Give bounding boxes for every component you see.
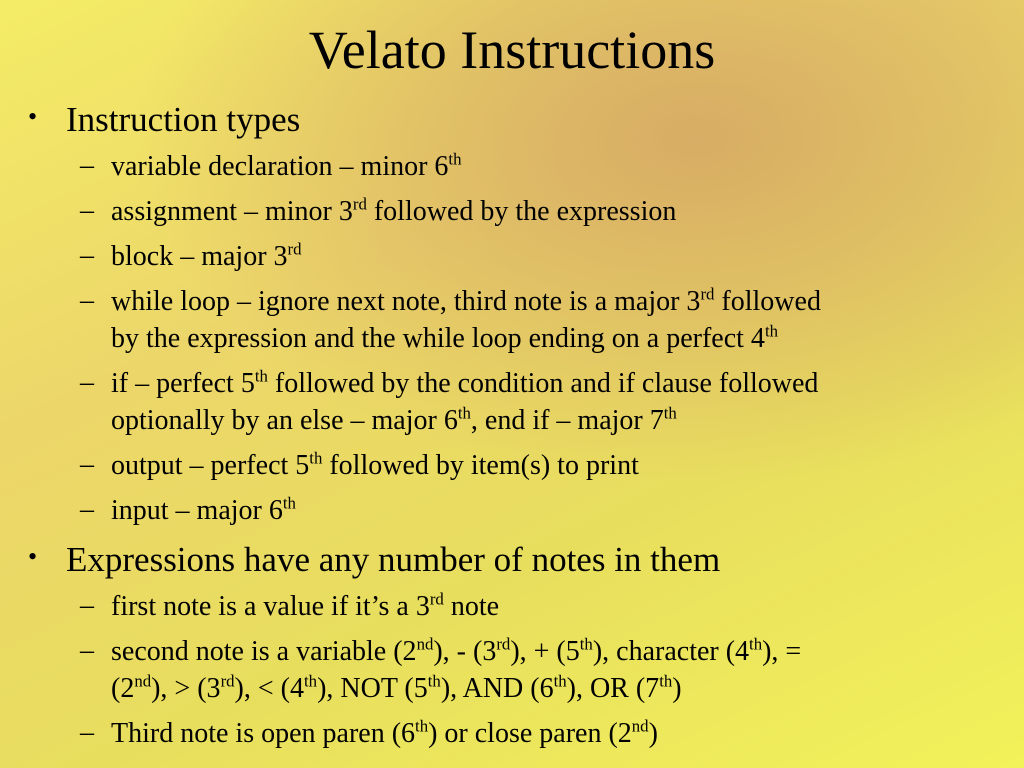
sub-bullet-line: optionally by an else – major 6th, end if – major 7th [111, 403, 677, 436]
sub-bullet-dash: – [80, 590, 94, 621]
slide-title: Velato Instructions [308, 20, 716, 80]
sub-bullet-line: block – major 3rd [111, 239, 302, 272]
bullet-dot: • [28, 542, 38, 571]
sub-bullet-line: Third note is open paren (6th) or close paren (2nd) [111, 716, 658, 749]
ordinal-suffix: th [448, 149, 462, 169]
sub-bullet-line: (2nd), > (3rd), < (4th), NOT (5th), AND (6th), OR (7th) [111, 671, 682, 704]
sub-bullet-dash: – [80, 494, 94, 525]
sub-bullet-dash: – [80, 240, 94, 271]
ordinal-suffix: th [309, 448, 323, 468]
sub-bullet-line: first note is a value if it’s a 3rd note [111, 589, 500, 622]
sub-bullet-line: assignment – minor 3rd followed by the expression [111, 194, 677, 227]
ordinal-suffix: th [457, 403, 471, 423]
sub-bullet-dash: – [80, 367, 94, 398]
ordinal-suffix: rd [287, 239, 302, 259]
sub-bullet-dash: – [80, 635, 94, 666]
sub-bullet-line: output – perfect 5th followed by item(s) to print [111, 448, 639, 481]
ordinal-suffix: rd [700, 284, 715, 304]
ordinal-suffix: th [282, 493, 296, 513]
ordinal-suffix: th [415, 716, 429, 736]
sub-bullet-dash: – [80, 195, 94, 226]
sub-bullet-line: input – major 6th [111, 493, 296, 526]
ordinal-suffix: th [579, 634, 593, 654]
sub-bullet-line: while loop – ignore next note, third note is a major 3rd followed [111, 284, 821, 317]
sub-bullet-dash: – [80, 285, 94, 316]
sub-bullet-line: by the expression and the while loop ending on a perfect 4th [111, 321, 778, 354]
bullet-heading: Instruction types [66, 100, 301, 139]
sub-bullet-dash: – [80, 717, 94, 748]
ordinal-suffix: th [427, 671, 441, 691]
ordinal-suffix: th [749, 634, 763, 654]
ordinal-suffix: rd [496, 634, 511, 654]
ordinal-suffix: nd [134, 671, 152, 691]
ordinal-suffix: rd [352, 194, 367, 214]
bullet-heading: Expressions have any number of notes in them [66, 540, 721, 579]
ordinal-suffix: th [764, 321, 778, 341]
ordinal-suffix: th [254, 366, 268, 386]
ordinal-suffix: rd [220, 671, 235, 691]
sub-bullet-dash: – [80, 150, 94, 181]
ordinal-suffix: th [304, 671, 318, 691]
sub-bullet-line: second note is a variable (2nd), - (3rd), + (5th), character (4th), = [111, 634, 802, 667]
bullet-dot: • [28, 102, 38, 131]
sub-bullet-line: variable declaration – minor 6th [111, 149, 462, 182]
ordinal-suffix: nd [631, 716, 649, 736]
ordinal-suffix: th [659, 671, 673, 691]
sub-bullet-dash: – [80, 449, 94, 480]
ordinal-suffix: th [553, 671, 567, 691]
ordinal-suffix: rd [429, 589, 444, 609]
sub-bullet-line: if – perfect 5th followed by the condition and if clause followed [111, 366, 819, 399]
ordinal-suffix: th [663, 403, 677, 423]
ordinal-suffix: nd [416, 634, 434, 654]
